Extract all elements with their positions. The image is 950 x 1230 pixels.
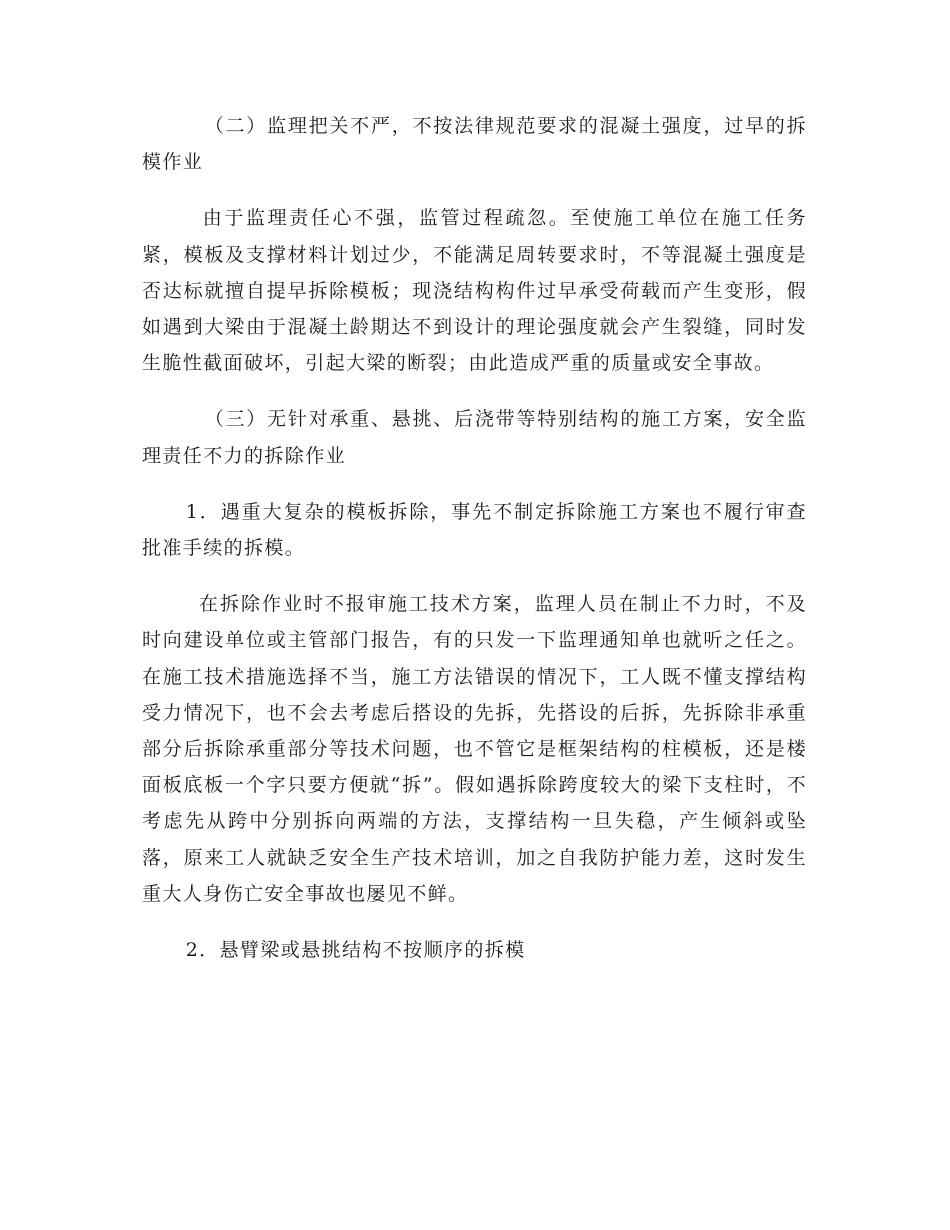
document-body <box>142 108 807 988</box>
section-heading-3: （三）无针对承重、悬挑、后浇带等特别结构的施工方案，安全监理责任不力的拆除作业 <box>142 408 807 467</box>
body-paragraph: 在拆除作业时不报审施工技术方案，监理人员在制止不力时，不及时向建设单位或主管部门报告，有的只发一下监理通知单也就听之任之。在施工技术措施选择不当，施工方法错误的情况下，工人既不懂支撑结构受力情况下，也不会去考虑后搭设的先拆，先搭设的后拆，先拆除非承重部分后拆除承重部分等技术问题，也不管它是框架结构的柱模板，还是楼面板底板一个字只要方便就“拆”。假如遇拆除跨度较大的梁下支柱时，不考虑先从跨中分别拆向两端的方法，支撑结构一旦失稳，产生倾斜或坠落，原来工人就缺乏安全生产技术培训，加之自我防护能力差，这时发生重大人身伤亡安全事故也屡见不鲜。 <box>142 593 807 905</box>
list-item-1: 1．遇重大复杂的模板拆除，事先不制定拆除施工方案也不履行审查批准手续的拆模。 <box>142 500 807 560</box>
section-heading-2: （二）监理把关不严，不按法律规范要求的混凝土强度，过早的拆模作业 <box>142 115 807 174</box>
list-item-2: 2．悬臂梁或悬挑结构不按顺序的拆模 <box>185 939 526 962</box>
body-paragraph: 由于监理责任心不强，监管过程疏忽。至使施工单位在施工任务紧，模板及支撑材料计划过少，不能满足周转要求时，不等混凝土强度是否达标就擅自提早拆除模板；现浇结构构件过早承受荷载而产生变形，假如遇到大梁由于混凝土龄期达不到设计的理论强度就会产生裂缝，同时发生脆性截面破坏，引起大梁的断裂；由此造成严重的质量或安全事故。 <box>142 207 807 375</box>
